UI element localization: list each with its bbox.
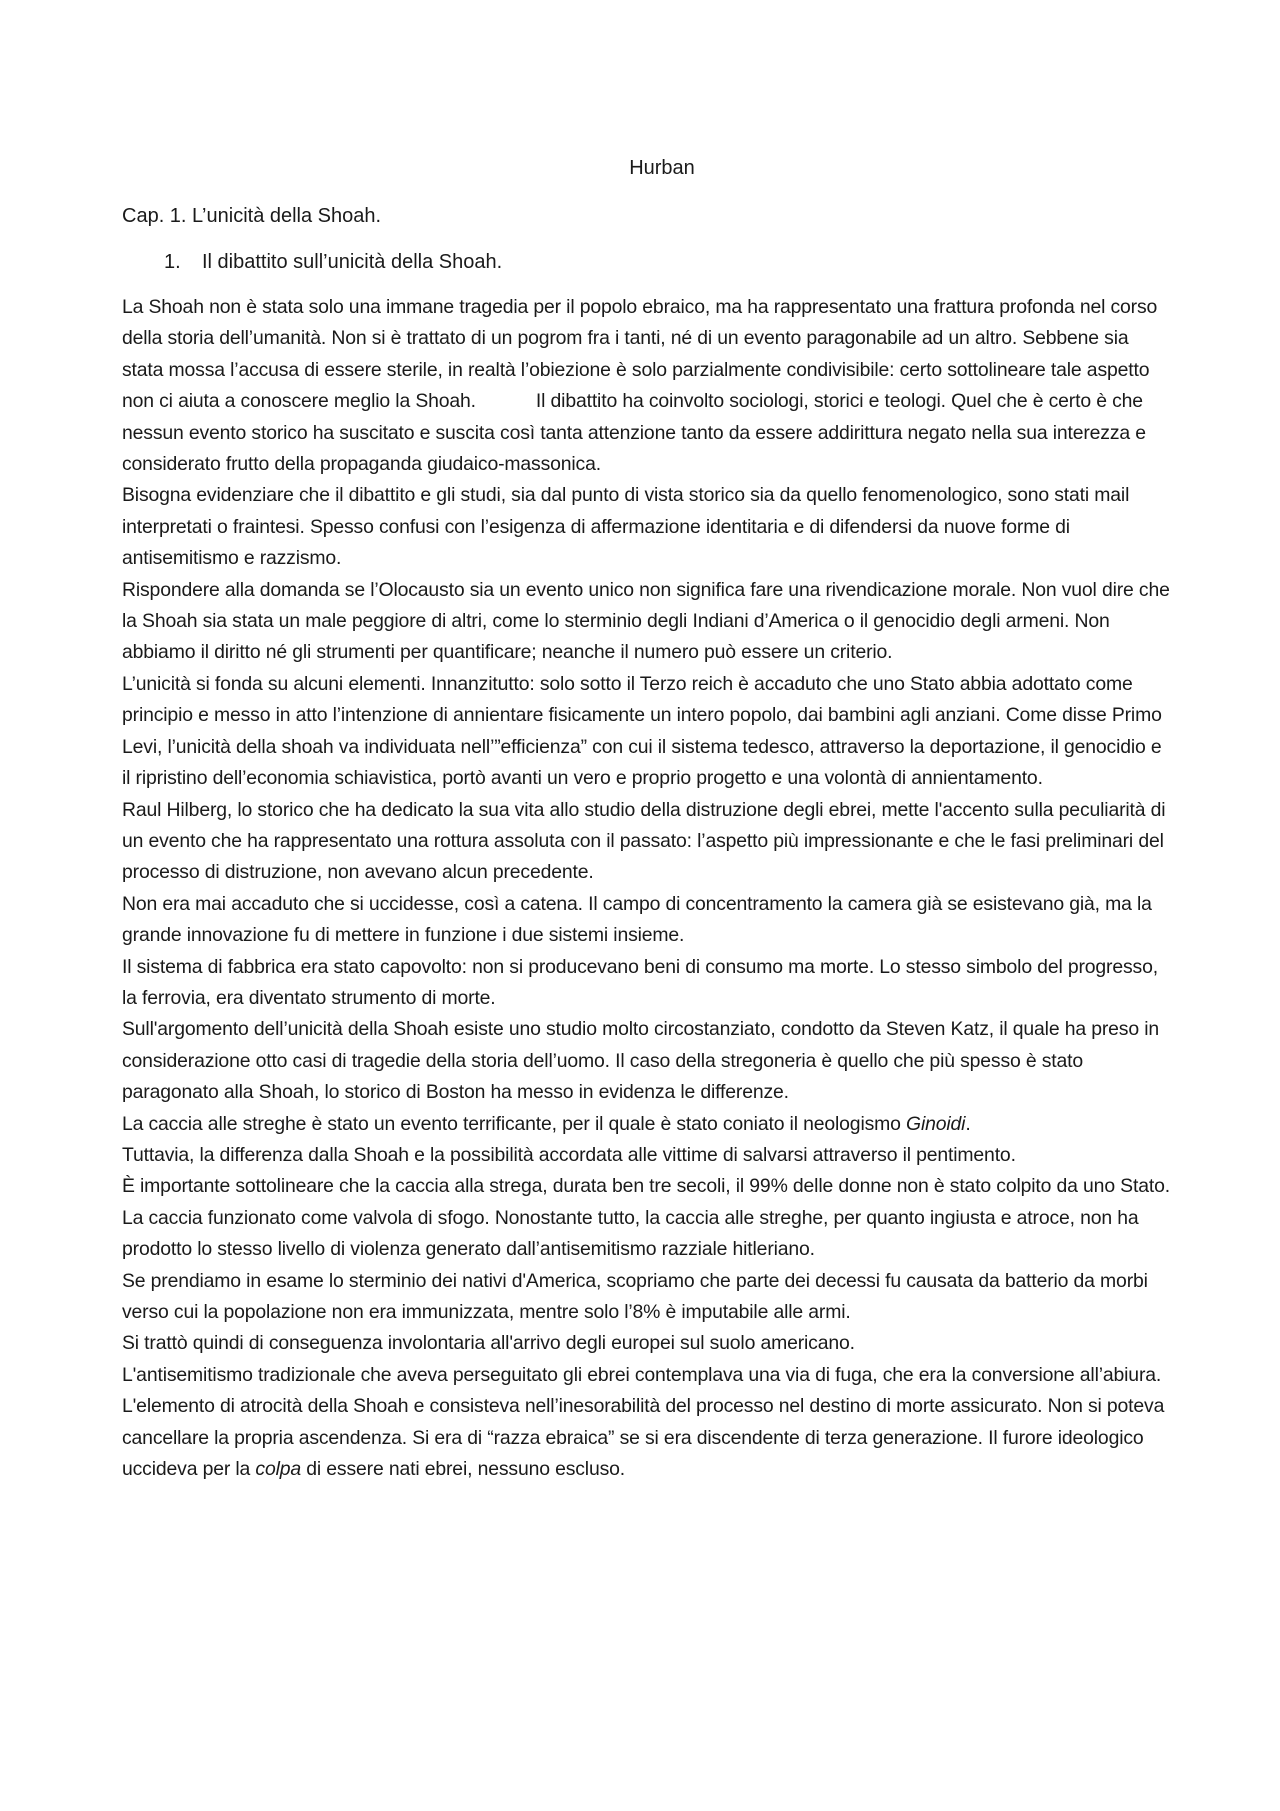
paragraph-text: . bbox=[965, 1112, 971, 1135]
paragraph: Se prendiamo in esame lo sterminio dei nativi d'America, scopriamo che parte dei decessi fu causata da batterio da morbi verso cui la popolazione non era immunizzata, mentre solo l’8% è imputabile alle armi. bbox=[122, 1269, 1148, 1323]
paragraph bbox=[122, 1360, 1172, 1486]
paragraph: L’unicità si fonda su alcuni elementi. Innanzitutto: solo sotto il Terzo reich è accaduto che uno Stato abbia adottato come principio e messo in atto l’intenzione di annientare fisicamente un intero popolo, dai bambini agli anziani. Come disse Primo Levi, l’unicità della shoah va individuata nell’”efficienza” con cui il sistema tedesco, attraverso la deportazione, il genocidio e il ripristino dell’economia schiavistica, portò avanti un vero e proprio progetto e una volontà di annientamento. bbox=[122, 672, 1162, 790]
paragraph: Tuttavia, la differenza dalla Shoah e la possibilità accordata alle vittime di salvarsi attraverso il pentimento. bbox=[122, 1143, 1016, 1166]
paragraph bbox=[122, 1109, 1172, 1140]
paragraph: Bisogna evidenziare che il dibattito e gli studi, sia dal punto di vista storico sia da quello fenomenologico, sono stati mail interpretati o fraintesi. Spesso confusi con l’esigenza di affermazione identitaria e di difendersi da nuove forme di antisemitismo e razzismo. bbox=[122, 484, 1130, 570]
italic-term: Ginoidi bbox=[906, 1112, 966, 1135]
paragraph-text: La Shoah non è stata solo una immane tragedia per il popolo ebraico, ma ha rappresentato una frattura profonda nel corso della storia dell’umanità. Non si è trattato di un pogrom fra i tanti, né di un evento paragonabile ad un altro. Sebbene sia stata mossa l’accusa di essere sterile, in realtà l’obiezione è solo parzialmente condivisibile: certo sottolineare tale aspetto non ci aiuta a conoscere meglio la Shoah. bbox=[122, 296, 1158, 413]
paragraph: Non era mai accaduto che si uccidesse, così a catena. Il campo di concentramento la camera già se esistevano già, ma la grande innovazione fu di mettere in funzione i due sistemi insieme. bbox=[122, 892, 1152, 947]
paragraph: Raul Hilberg, lo storico che ha dedicato la sua vita allo studio della distruzione degli ebrei, mette l'accento sulla peculiarità di un evento che ha rappresentato una rottura assoluta con il passato: l’aspetto più impressionante e che le fasi preliminari del processo di distruzione, non avevano alcun precedente. bbox=[122, 798, 1166, 884]
paragraph: È importante sottolineare che la caccia alla strega, durata ben tre secoli, il 99% delle donne non è stato colpito da uno Stato. La caccia funzionato come valvola di sfogo. Nonostante tutto, la caccia alle streghe, per quanto ingiusta e atroce, non ha prodotto lo stesso livello di violenza generato dall’antisemitismo razziale hitleriano. bbox=[122, 1175, 1170, 1261]
section-title: Il dibattito sull’unicità della Shoah. bbox=[202, 251, 503, 273]
paragraph-text: L'antisemitismo tradizionale che aveva perseguitato gli ebrei contemplava una via di fuga, che era la conversione all’abiura. L'elemento di atrocità della Shoah e consisteva nell’inesorabilità del processo nel destino di morte assicurato. Non si poteva cancellare la propria ascendenza. Si era di “razza ebraica” se si era discendente di terza generazione. Il furore ideologico uccideva per la bbox=[122, 1363, 1165, 1481]
paragraph-text: Il dibattito ha coinvolto sociologi, storici e teologi. Quel che è certo è che nessun evento storico ha suscitato e suscita così tanta attenzione tanto da essere addirittura negato nella sua interezza e considerato frutto della propaganda giudaico-massonica. bbox=[122, 390, 1146, 476]
paragraph-text: di essere nati ebrei, nessuno escluso. bbox=[301, 1458, 626, 1481]
document-title: Hurban bbox=[629, 157, 695, 179]
paragraph: Sull'argomento dell’unicità della Shoah esiste uno studio molto circostanziato, condotto da Steven Katz, il quale ha preso in considerazione otto casi di tragedie della storia dell’uomo. Il caso della stregoneria è quello che più spesso è stato paragonato alla Shoah, lo storico di Boston ha messo in evidenza le differenze. bbox=[122, 1018, 1159, 1104]
chapter-heading: Cap. 1. L’unicità della Shoah. bbox=[122, 205, 382, 227]
document-page bbox=[122, 152, 1172, 1485]
section-number: 1. bbox=[164, 251, 181, 273]
paragraph: Rispondere alla domanda se l’Olocausto sia un evento unico non significa fare una rivendicazione morale. Non vuol dire che la Shoah sia stata un male peggiore di altri, come lo sterminio degli Indiani d’America o il genocidio degli armeni. Non abbiamo il diritto né gli strumenti per quantificare; neanche il numero può essere un criterio. bbox=[122, 578, 1170, 664]
section-heading bbox=[122, 246, 1172, 278]
paragraph: Il sistema di fabbrica era stato capovolto: non si producevano beni di consumo ma morte. Lo stesso simbolo del progresso, la ferrovia, era diventato strumento di morte. bbox=[122, 955, 1158, 1009]
body-text bbox=[122, 292, 1172, 1485]
paragraph: Si trattò quindi di conseguenza involontaria all'arrivo degli europei sul suolo americano. bbox=[122, 1332, 855, 1355]
paragraph-text: La caccia alle streghe è stato un evento terrificante, per il quale è stato coniato il neologismo bbox=[122, 1112, 907, 1135]
paragraph bbox=[122, 292, 1172, 480]
italic-term: colpa bbox=[255, 1458, 302, 1481]
